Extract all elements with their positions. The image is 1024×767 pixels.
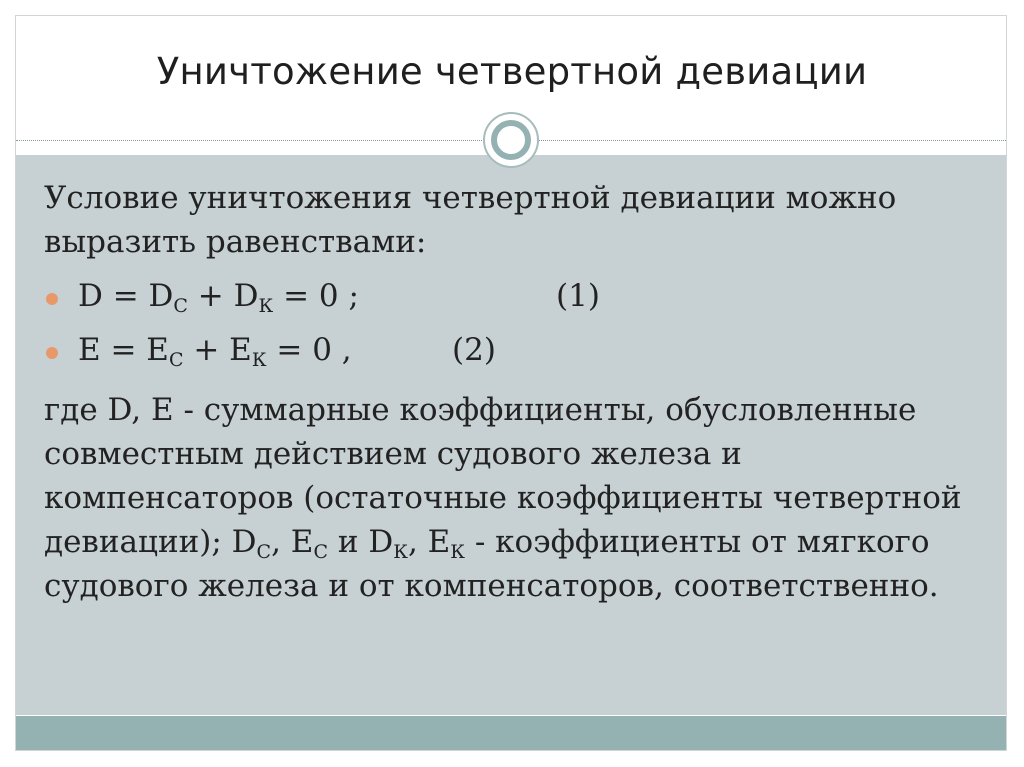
intro-text: Условие уничтожения четвертной девиации можно выразить равенствами:	[44, 180, 897, 260]
explanation-sep-3: , E	[407, 524, 451, 560]
formula-2	[44, 328, 984, 382]
explanation-sep-1: , E	[271, 524, 314, 560]
explanation-sub-2: C	[313, 541, 328, 563]
explanation-text	[44, 388, 974, 608]
formula-1	[44, 274, 984, 328]
slide-body	[44, 176, 984, 608]
slide-title: Уничтожение четвертной девиации	[156, 50, 868, 93]
explanation-part-1: где D, E - суммарные коэффициенты, обусловленные совместным действием судового железа и компенсаторов (остаточные коэффициенты четвертной девиации); D	[44, 392, 962, 560]
formula-1-plus: + D	[187, 278, 259, 314]
bullet-icon	[46, 347, 58, 359]
formula-1-lhs: D = D	[78, 278, 174, 314]
formula-1-number: (1)	[556, 278, 600, 314]
formula-2-rhs: = 0 ,	[266, 332, 352, 368]
ring-icon	[491, 120, 531, 160]
formula-1-sub-c: C	[173, 295, 188, 317]
explanation-sub-1: C	[256, 541, 272, 563]
explanation-sub-4: К	[450, 541, 465, 563]
formula-1-rhs: = 0 ;	[273, 278, 359, 314]
formula-2-plus: + E	[183, 332, 252, 368]
formula-2-sub-c: C	[168, 349, 184, 371]
formula-2-lhs: E = E	[78, 332, 169, 368]
formula-2-number: (2)	[452, 332, 496, 368]
formula-1-sub-k: К	[258, 295, 274, 317]
formula-2-sub-k: К	[251, 349, 267, 371]
explanation-sub-3: К	[393, 541, 408, 563]
bottom-bar	[16, 716, 1006, 750]
circle-ornament-icon	[483, 112, 539, 168]
explanation-part-2: - коэффициенты от мягкого судового железа и от компенсаторов, соответственно.	[44, 524, 939, 604]
explanation-sep-2: и D	[327, 524, 394, 560]
bullet-icon	[46, 293, 58, 305]
